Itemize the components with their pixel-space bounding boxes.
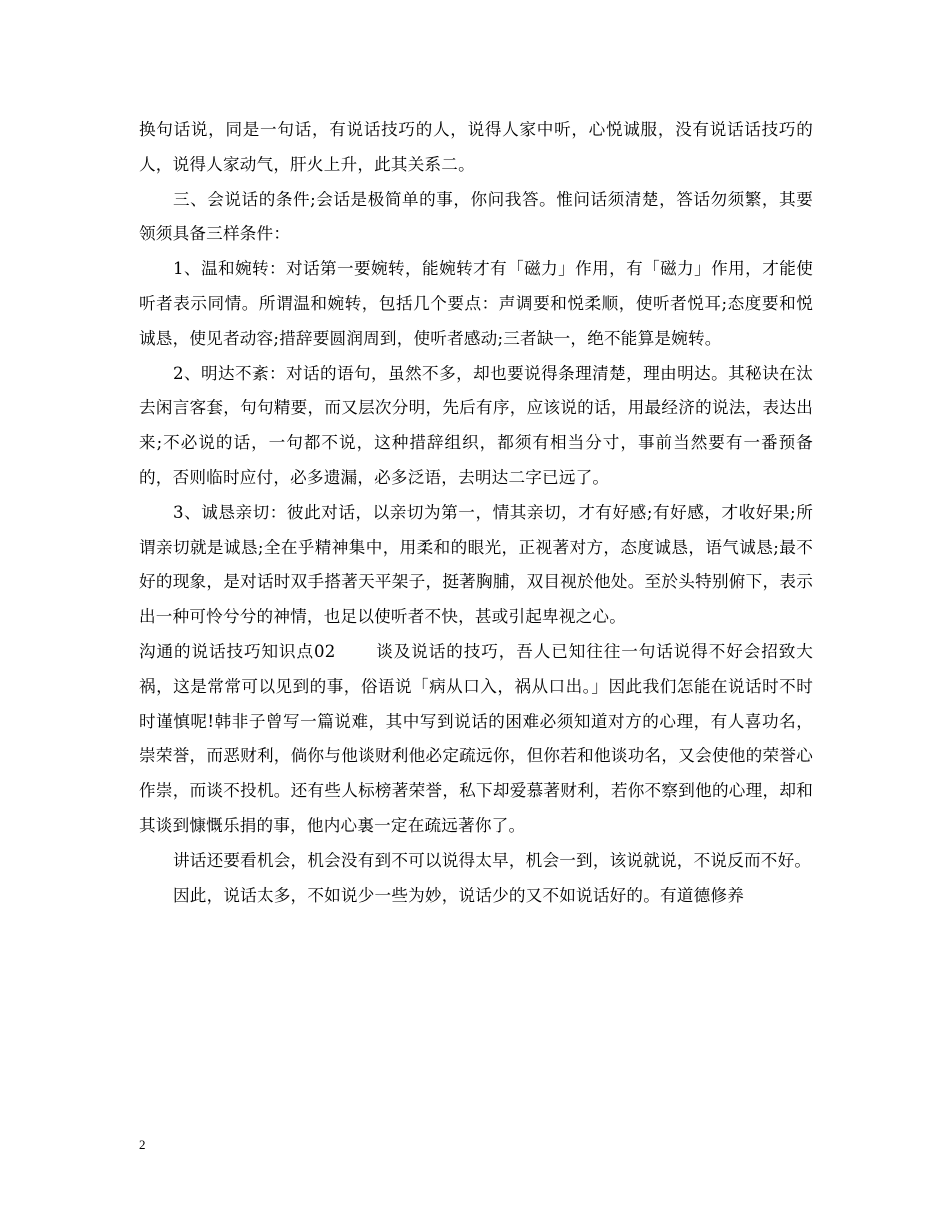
paragraph-2: 三、会说话的条件;会话是极简单的事，你问我答。惟问话须清楚，答话勿须繁，其要领须具备三样条件：: [139, 189, 813, 244]
paragraph-5: 3、诚恳亲切：彼此对话，以亲切为第一，情其亲切，才有好感;有好感，才收好果;所谓亲切就是诚恳;全在乎精神集中，用柔和的眼光，正视著对方，态度诚恳，语气诚恳;最不好的现象，是对话时双手搭著天平架子，挺著胸脯，双目视於他处。至於头特别俯下，表示出一种可怜兮兮的神情，也足以使听者不快，甚或引起卑视之心。: [139, 502, 813, 627]
section-paragraph: [139, 635, 813, 844]
section-heading: 沟通的说话技巧知识点02: [139, 641, 336, 661]
page-number: 2: [139, 1137, 146, 1152]
document-page: [139, 113, 813, 913]
paragraph-3: 1、温和婉转：对话第一要婉转，能婉转才有「磁力」作用，有「磁力」作用，才能使听者表示同情。所谓温和婉转，包括几个要点：声调要和悦柔顺，使听者悦耳;态度要和悦诚恳，使见者动容;措辞要圆润周到，使听者感动;三者缺一，绝不能算是婉转。: [139, 259, 813, 348]
paragraph-1: 换句话说，同是一句话，有说话技巧的人，说得人家中听，心悦诚服，没有说话话技巧的人，说得人家动气，肝火上升，此其关系二。: [139, 120, 813, 174]
section-text: 谈及说话的技巧，吾人已知往往一句话说得不好会招致大祸，这是常常可以见到的事，俗语说「病从口入，祸从口出。」因此我们怎能在说话时不时时谨慎呢!韩非子曾写一篇说难，其中写到说话的困难必须知道对方的心理，有人喜功名，崇荣誉，而恶财利，倘你与他谈财利他必定疏远你，但你若和他谈功名，又会使他的荣誉心作崇，而谈不投机。还有些人标榜著荣誉，私下却爱慕著财利，若你不察到他的心理，却和其谈到慷慨乐捐的事，他内心裏一定在疏远著你了。: [139, 641, 814, 835]
paragraph-7: 讲话还要看机会，机会没有到不可以说得太早，机会一到，该说就说，不说反而不好。: [173, 850, 812, 870]
paragraph-4: 2、明达不紊：对话的语句，虽然不多，却也要说得条理清楚，理由明达。其秘诀在汰去闲言客套，句句精要，而又层次分明，先后有序，应该说的话，用最经济的说法，表达出来;不必说的话，一句都不说，这种措辞组织，都须有相当分寸，事前当然要有一番预备的，否则临时应付，必多遗漏，必多泛语，去明达二字已远了。: [139, 363, 813, 487]
paragraph-8: 因此，说话太多，不如说少一些为妙，说话少的又不如说话好的。有道德修养: [173, 885, 744, 905]
